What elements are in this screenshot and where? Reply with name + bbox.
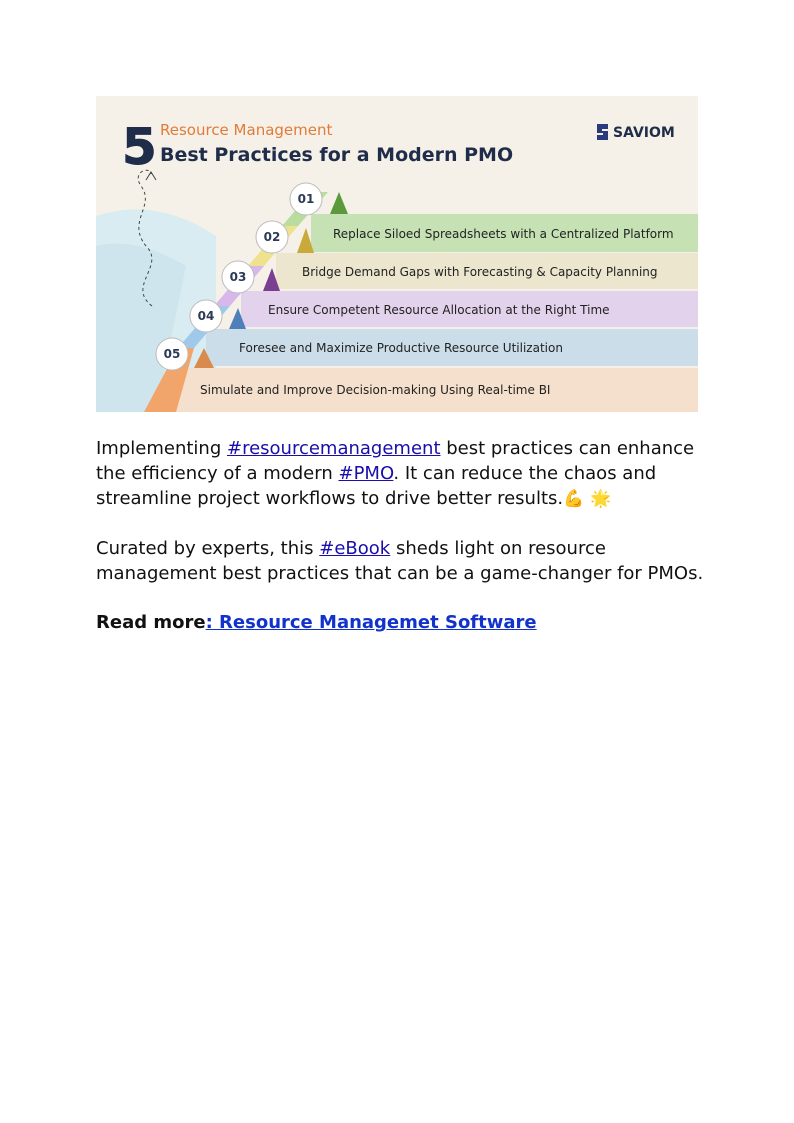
- svg-text:05: 05: [163, 347, 181, 361]
- read-more-line: [96, 610, 706, 635]
- step-label-1: Replace Siloed Spreadsheets with a Centralized Platform: [333, 227, 674, 241]
- star-icon: 🌟: [590, 489, 612, 509]
- text-span: Curated by experts, this: [96, 538, 320, 559]
- infographic-title-line2: Best Practices for a Modern PMO: [160, 144, 514, 166]
- text-span: best practices can enhance the efficiency of a modern: [96, 438, 695, 484]
- svg-text:01: 01: [297, 192, 315, 206]
- step-number-04: [190, 300, 222, 332]
- step-number-02: [256, 221, 288, 253]
- paragraph-ebook: [96, 536, 706, 586]
- infographic-image: [96, 96, 698, 412]
- hashtag-pmo-link[interactable]: #PMO: [338, 463, 394, 484]
- text-span: . It can reduce the chaos and streamline project workflows to drive better results.: [96, 463, 657, 509]
- flexed-biceps-icon: 💪: [563, 489, 585, 509]
- step-label-5: Simulate and Improve Decision-making Using Real-time BI: [200, 383, 551, 397]
- step-label-2: Bridge Demand Gaps with Forecasting & Capacity Planning: [302, 265, 658, 279]
- hashtag-resourcemanagement-link[interactable]: #resourcemanagement: [226, 438, 441, 459]
- svg-text:04: 04: [197, 309, 215, 323]
- svg-text:03: 03: [229, 270, 247, 284]
- text-span: Implementing: [96, 438, 227, 459]
- step-label-3: Ensure Competent Resource Allocation at the Right Time: [268, 303, 610, 317]
- infographic-title-line1: Resource Management: [160, 121, 333, 139]
- hashtag-ebook-link[interactable]: #eBook: [319, 538, 391, 559]
- step-number-05: [156, 338, 188, 370]
- svg-text:02: 02: [263, 230, 281, 244]
- step-number-01: [290, 183, 322, 215]
- step-label-4: Foresee and Maximize Productive Resource Utilization: [239, 341, 563, 355]
- read-more-label: Read more: [96, 612, 206, 633]
- saviom-brand: SAVIOM: [613, 125, 675, 141]
- paragraph-intro: [96, 436, 706, 512]
- resource-management-software-link[interactable]: : Resource Managemet Software: [205, 612, 537, 633]
- big-number-5: 5: [122, 118, 157, 176]
- step-number-03: [222, 261, 254, 293]
- text-span: sheds light on resource management best practices that can be a game-changer for PMOs.: [96, 538, 704, 584]
